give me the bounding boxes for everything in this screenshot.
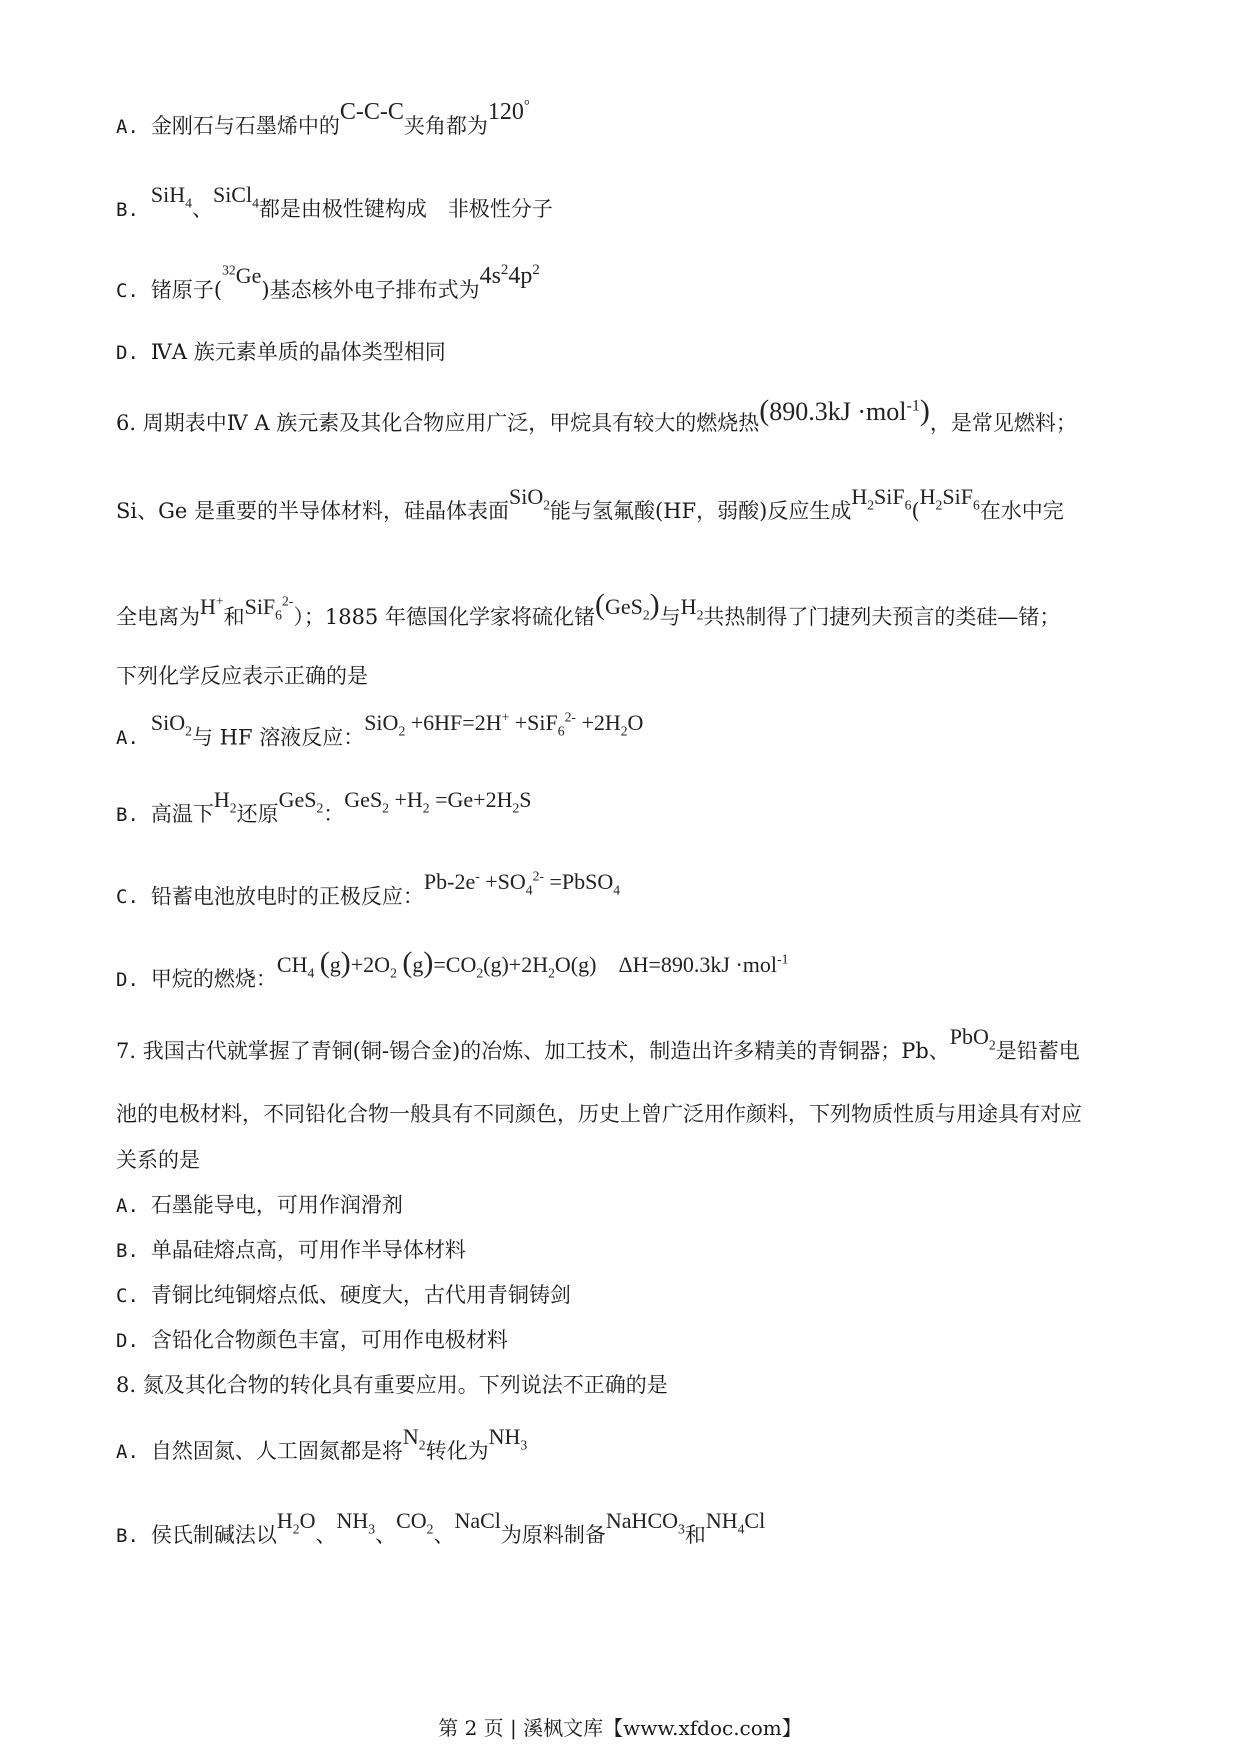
question-text: ，是常见燃料； [929, 411, 1077, 435]
formula-sih4: SiH$_4$ [150, 182, 192, 211]
question-text: 在水中完 [979, 499, 1064, 523]
option-label: B. [116, 804, 139, 826]
question-text: 共热制得了门捷列夫预言的类硅—锗； [703, 605, 1061, 629]
question-text: 和 [223, 605, 245, 629]
question-text: 能与氢氟酸(HF，弱酸)反应生成 [550, 499, 852, 523]
question-text: 与 [659, 605, 681, 629]
option-label: A. [116, 1441, 139, 1463]
option-label: A. [116, 116, 139, 138]
option-label: B. [116, 1525, 139, 1547]
option-label: D. [116, 969, 139, 991]
question-text: 关系的是 [116, 1148, 200, 1172]
option-text: 都是由极性键构成 非极性分子 [258, 197, 553, 221]
q6-option-c [116, 869, 621, 913]
option-label: C. [116, 280, 139, 302]
option-label: D. [116, 342, 139, 364]
formula-nh4cl: $NH_4Cl$ [705, 1508, 766, 1537]
q5-option-a [116, 98, 530, 141]
formula-pbo2: PbO$_2$ [949, 1024, 996, 1053]
q8-stem [116, 1373, 668, 1398]
option-text: 石墨能导电，可用作润滑剂 [150, 1193, 403, 1217]
question-text: 6. 周期表中Ⅳ A 族元素及其化合物应用广泛，甲烷具有较大的燃烧热 [116, 411, 760, 435]
option-text: 金刚石与石墨烯中的 [150, 114, 340, 138]
separator: 、 [315, 1523, 337, 1547]
formula-sio2: SiO$_2$ [150, 710, 192, 739]
q7-stem-line3 [116, 1148, 200, 1173]
formula-co2: $CO_2$ [396, 1508, 434, 1537]
question-text: 下列化学反应表示正确的是 [116, 664, 368, 688]
formula-h2sif6: $H_2SiF_6$ [851, 484, 912, 513]
option-text: 为原料制备 [500, 1523, 606, 1547]
option-text: 还原 [236, 802, 279, 826]
option-text: 甲烷的燃烧： [150, 967, 277, 991]
q6-option-b [116, 787, 532, 831]
question-text: ）；1885 年德国化学家将硫化锗 [293, 605, 595, 629]
equation-d: $CH_4$ $(g)+2O_2$ $(g)=CO_2(g)+2H_2O(g)$ ΔH=890.3kJ ·mol$^{-1}$ [276, 946, 789, 981]
question-text: 池的电极材料，不同铅化合物一般具有不同颜色，历史上曾广泛用作颜料，下列物质性质与用途具有对应 [116, 1102, 1082, 1126]
q7-option-d [116, 1328, 508, 1353]
q7-option-a [116, 1193, 403, 1218]
formula-ccc: C-C-C [339, 99, 404, 125]
q6-stem-line2: Si、Ge 是重要的半导体材料，硅晶体表面SiO$_2$能与氢氟酸(HF，弱酸)反应生成$H_2SiF_6(H_2SiF_6$在水中完 [116, 484, 1064, 523]
equation-c: $Pb-2e^- +SO_4^{2-}$ =PbSO$_4$ [423, 869, 621, 898]
option-text: 与 HF 溶液反应： [191, 725, 365, 750]
option-text: 铅蓄电池放电时的正极反应： [150, 884, 424, 909]
option-label: A. [116, 1195, 139, 1217]
option-text: 侯氏制碱法以 [150, 1523, 277, 1547]
option-label: A. [116, 727, 139, 750]
question-text: 7. 我国古代就掌握了青铜(铜-锡合金)的冶炼、加工技术，制造出许多精美的青铜器；Pb、 [116, 1039, 950, 1063]
separator: 、 [375, 1523, 397, 1547]
formula-ge32: $^{32}$Ge [222, 262, 262, 288]
equation-b: $GeS_2 +H_2 =Ge+2H_2S$ [344, 787, 532, 816]
option-text: 单晶硅熔点高，可用作半导体材料 [150, 1238, 466, 1262]
equation-a: $SiO_2 +6HF=2H^+ +SiF_6^{2-} +2H_2O$ [364, 710, 644, 739]
formula-h2: $H_2$ [213, 787, 237, 816]
q8-option-a [116, 1424, 528, 1468]
formula-h2sif6-2: $H_2SiF_6$ [919, 484, 980, 513]
q7-stem-line2 [116, 1102, 1082, 1127]
option-text: )基态核外电子排布式为 [261, 278, 480, 302]
formula-angle: 120° [487, 98, 530, 125]
formula-nacl: NaCl [454, 1508, 501, 1533]
formula-sicl4: SiCl$_4$ [212, 182, 259, 211]
option-text: 、 [191, 197, 213, 221]
option-text: 含铅化合物颜色丰富，可用作电极材料 [150, 1328, 508, 1352]
q7-stem-line1 [116, 1024, 1080, 1068]
q6-stem-line4 [116, 664, 368, 689]
question-text: 是铅蓄电 [995, 1039, 1080, 1063]
formula-hplus: H+ [200, 593, 224, 619]
formula-nh3: $NH_3$ [488, 1424, 528, 1453]
option-text: 高温下 [150, 802, 214, 826]
q6-stem-line3 [116, 588, 1061, 634]
formula-ges2: GeS$_2$ [278, 787, 324, 816]
question-text: 全电离为 [116, 605, 200, 629]
q7-option-b [116, 1238, 466, 1263]
formula-sio2: SiO$_2$ [508, 484, 551, 513]
q5-option-c [116, 262, 540, 305]
question-text: Si、Ge 是重要的半导体材料，硅晶体表面 [116, 499, 509, 523]
formula-electron-config: $4s^24p^2$ [479, 262, 540, 289]
q5-option-d [116, 340, 446, 365]
formula-ges2: (GeS$_2$) [594, 588, 660, 623]
q6-option-a [116, 710, 644, 754]
option-text: 和 [684, 1523, 706, 1547]
q5-option-b [116, 182, 553, 226]
formula-nahco3: NaHCO$_3$ [605, 1508, 685, 1537]
formula-nh3: $NH_3$ [336, 1508, 376, 1537]
option-label: C. [116, 1285, 139, 1307]
option-label: D. [116, 1330, 139, 1352]
formula-h2: $H_2$ [680, 594, 704, 623]
option-text: ⅣA 族元素单质的晶体类型相同 [150, 340, 446, 364]
question-text: 8. 氮及其化合物的转化具有重要应用。下列说法不正确的是 [116, 1373, 668, 1397]
formula-h2o: $H_2O$ [276, 1508, 316, 1537]
formula-heat: (890.3kJ ·mol$^{-1}$) [759, 394, 930, 427]
page-footer: 第 2 页 | 溪枫文库【www.xfdoc.com】 [438, 1716, 802, 1740]
q7-option-c [116, 1283, 571, 1308]
option-text: 夹角都为 [403, 114, 488, 138]
option-text: 自然固氮、人工固氮都是将 [150, 1439, 403, 1463]
option-text: ： [323, 802, 345, 826]
q6-option-d [116, 946, 789, 996]
option-text: 锗原子( [150, 278, 223, 302]
formula-sif6: SiF$_6^{2-}$ [244, 593, 294, 623]
option-label: B. [116, 1240, 139, 1262]
q8-option-b [116, 1508, 766, 1552]
option-label: C. [116, 886, 139, 909]
option-text: 青铜比纯铜熔点低、硬度大，古代用青铜铸剑 [150, 1283, 571, 1307]
option-label: B. [116, 199, 139, 221]
q6-stem-line1 [116, 394, 1077, 439]
option-text: 转化为 [425, 1439, 489, 1463]
formula-n2: $N_2$ [402, 1424, 426, 1453]
separator: 、 [433, 1523, 455, 1547]
